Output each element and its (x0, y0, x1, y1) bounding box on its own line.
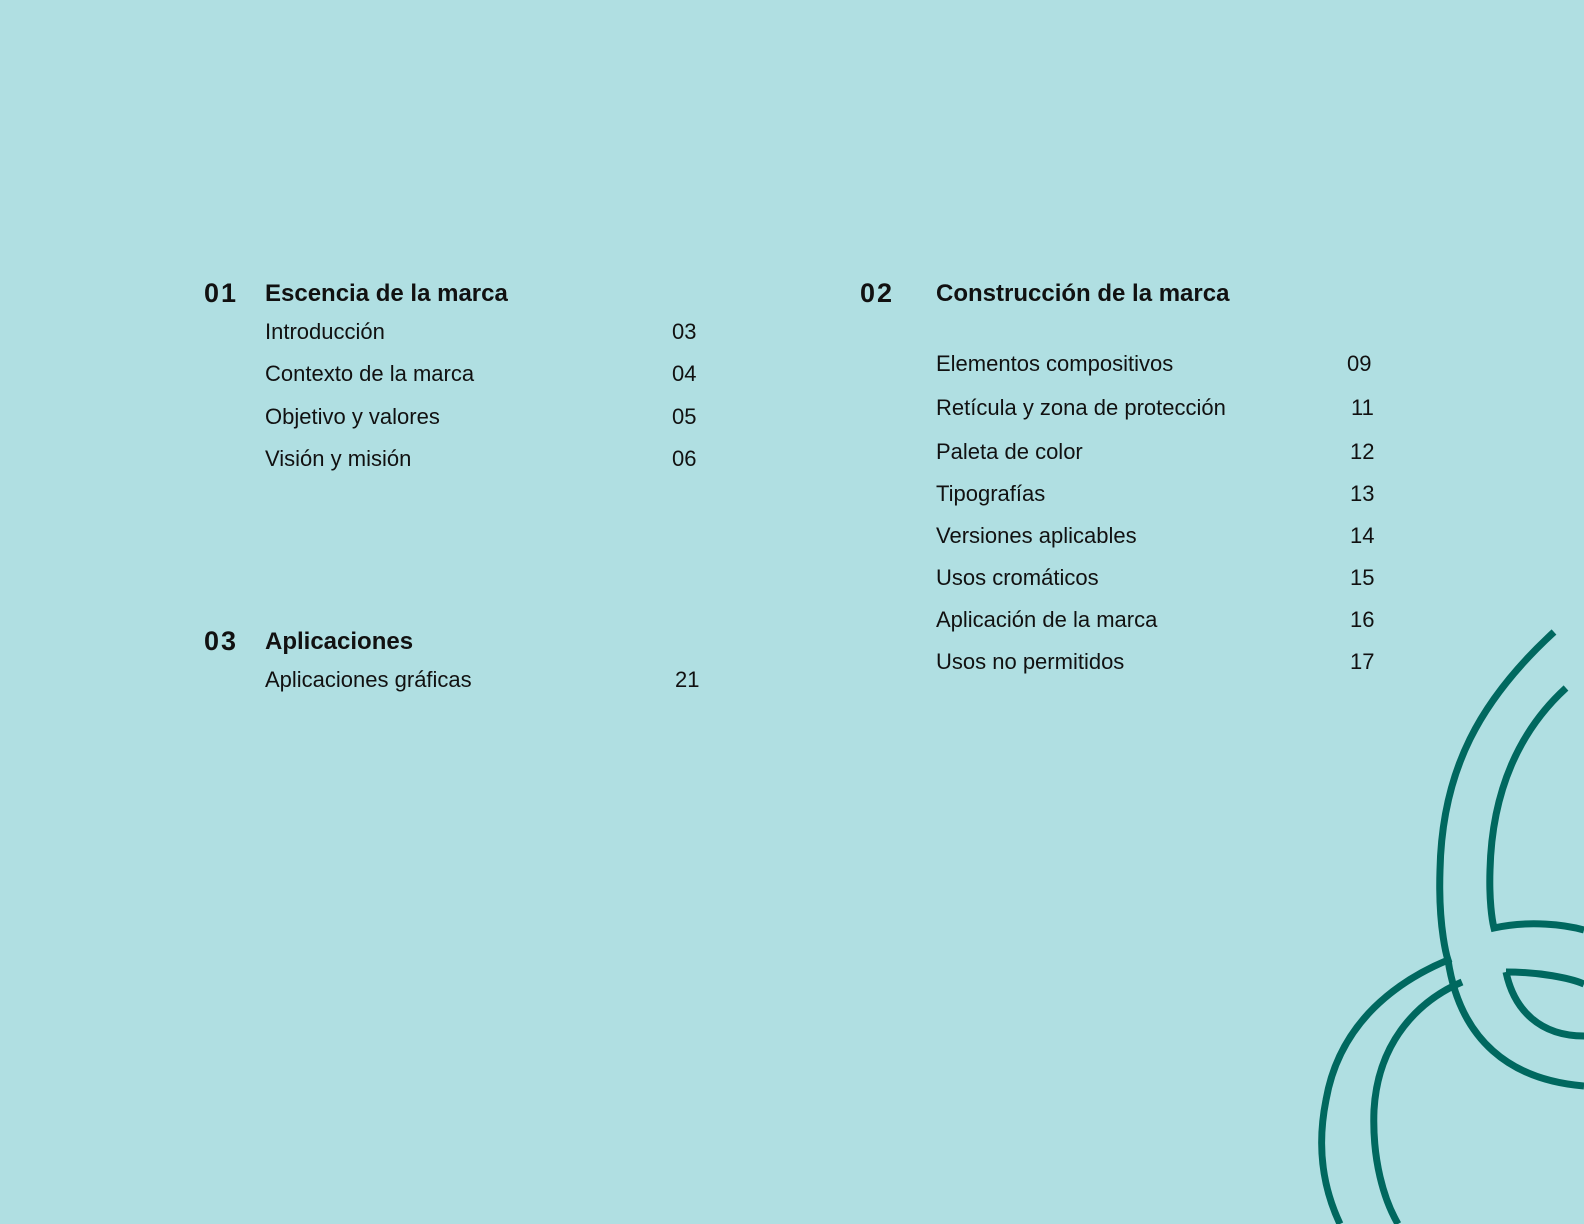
toc-item-page: 11 (1351, 395, 1374, 420)
section-number: 03 (204, 626, 239, 656)
toc-item-page: 13 (1350, 481, 1375, 506)
toc-item-label: Usos no permitidos (936, 649, 1125, 674)
toc-item-page: 21 (675, 667, 700, 692)
toc-item-label: Aplicaciones gráficas (265, 667, 472, 692)
toc-item-label: Objetivo y valores (265, 404, 440, 429)
toc-item-page: 15 (1350, 565, 1375, 590)
toc-item-page: 14 (1350, 523, 1375, 548)
toc-item-page: 12 (1350, 439, 1375, 464)
toc-item-label: Retícula y zona de protección (936, 395, 1226, 420)
toc-item-label: Usos cromáticos (936, 565, 1099, 590)
toc-item-label: Versiones aplicables (936, 523, 1137, 548)
section-title: Escencia de la marca (265, 280, 508, 307)
toc-item-page: 17 (1350, 649, 1375, 674)
toc-item-page: 05 (672, 404, 697, 429)
toc-item-label: Paleta de color (936, 439, 1083, 464)
toc-item-label: Aplicación de la marca (936, 607, 1158, 632)
toc-item-page: 16 (1350, 607, 1375, 632)
toc-item-page: 06 (672, 446, 697, 471)
toc-item-page: 03 (672, 319, 697, 344)
toc-item-label: Elementos compositivos (936, 351, 1174, 376)
toc-item-label: Contexto de la marca (265, 361, 475, 386)
section-number: 02 (860, 278, 895, 308)
toc-item-label: Introducción (265, 319, 385, 344)
toc-item-page: 04 (672, 361, 697, 386)
toc-item-label: Tipografías (936, 481, 1046, 506)
section-number: 01 (204, 278, 239, 308)
toc-item-label: Visión y misión (265, 446, 412, 471)
section-title: Aplicaciones (265, 628, 414, 655)
toc-item-page: 09 (1347, 351, 1372, 376)
section-title: Construcción de la marca (936, 280, 1230, 307)
